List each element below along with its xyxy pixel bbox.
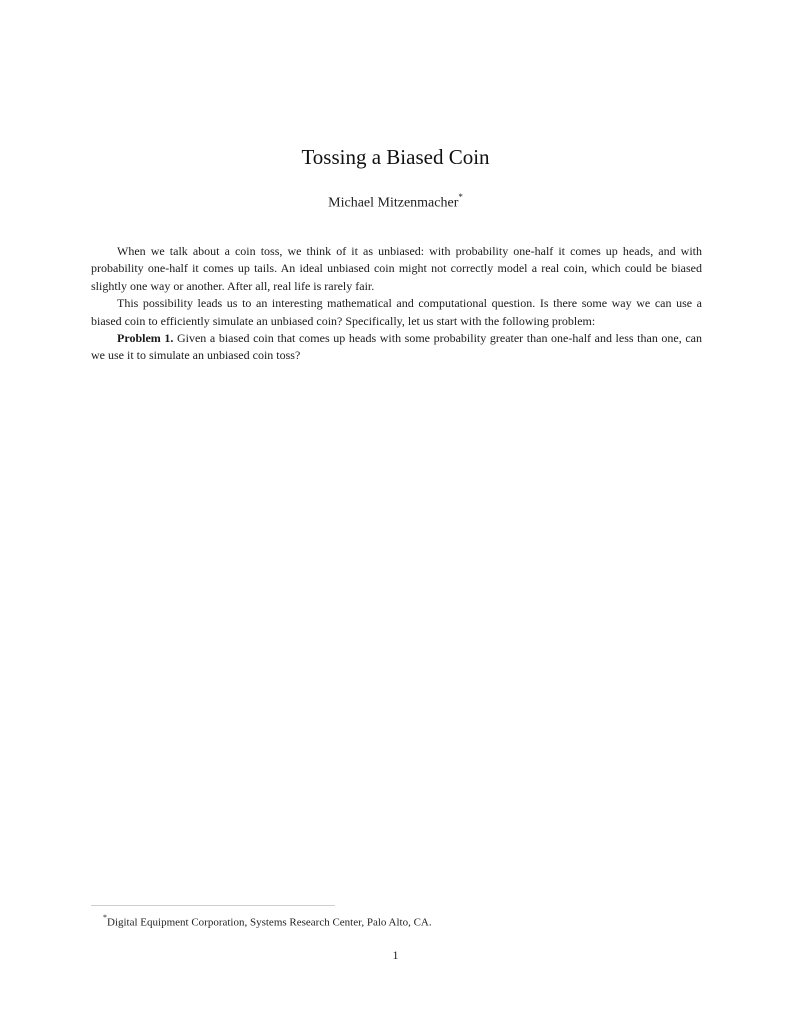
problem-text: Given a biased coin that comes up heads with some probability greater than one-half and less than one, can we use it to simulate an unbiased coin toss? xyxy=(91,331,702,363)
paragraph-problem xyxy=(91,330,702,365)
footnote-rule xyxy=(91,905,335,906)
paper-title: Tossing a Biased Coin xyxy=(301,145,490,169)
footnote-mark: * xyxy=(103,913,107,922)
problem-label: Problem 1. xyxy=(117,331,174,346)
footnote-text: Digital Equipment Corporation, Systems Research Center, Palo Alto, CA. xyxy=(107,916,432,929)
author-name: Michael Mitzenmacher xyxy=(328,195,459,211)
author-footnote-mark: * xyxy=(458,192,463,202)
paragraph-intro: When we talk about a coin toss, we think of it as unbiased: with probability one-half it comes up heads, and with probability one-half it comes up tails. An ideal unbiased coin might not correctly model a real coin, which could be biased slightly one way or another. After all, real life is rarely fair. xyxy=(91,244,702,293)
page-number: 1 xyxy=(392,948,399,962)
paragraph-question: This possibility leads us to an interesting mathematical and computational question. Is there some way we can use a biased coin to efficiently simulate an unbiased coin? Specifically, let us start with the following problem: xyxy=(91,296,702,328)
author-line xyxy=(0,189,791,213)
footnote xyxy=(91,912,702,930)
body-text xyxy=(91,243,702,365)
